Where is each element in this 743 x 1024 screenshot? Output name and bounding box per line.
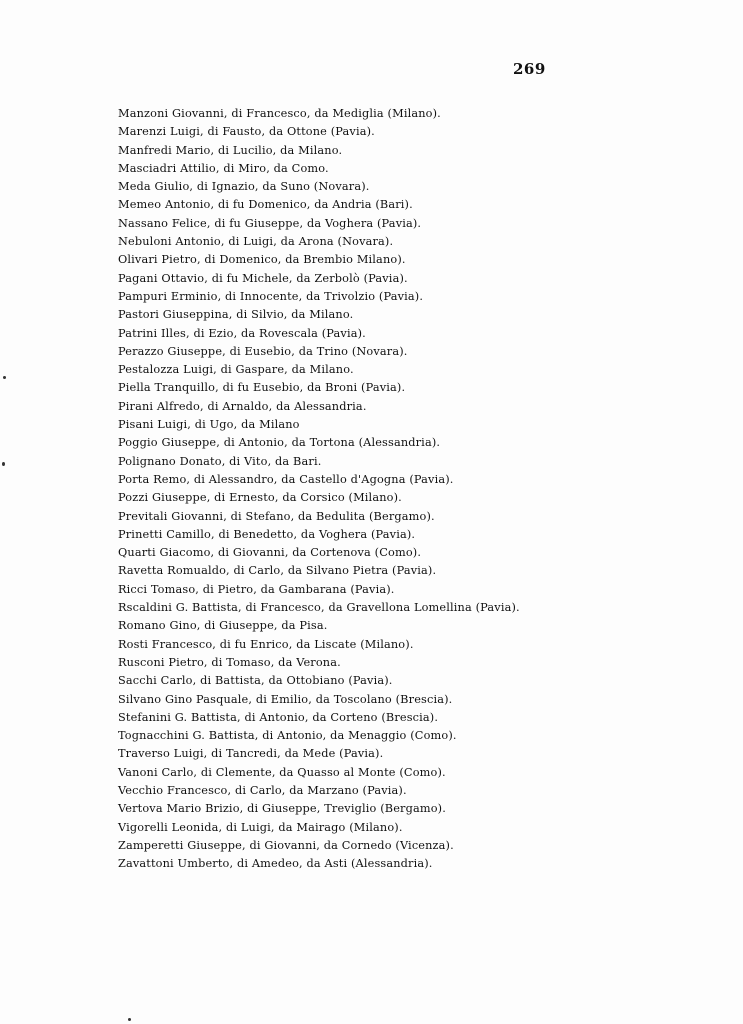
list-item: Tognacchini G. Battista, di Antonio, da Menaggio (Como).: [118, 729, 457, 743]
list-item: Meda Giulio, di Ignazio, da Suno (Novara).: [118, 180, 370, 194]
list-item: Ravetta Romualdo, di Carlo, da Silvano Pietra (Pavia).: [118, 564, 437, 578]
list-item: Rscaldini G. Battista, di Francesco, da Gravellona Lomellina (Pavia).: [118, 601, 520, 615]
list-item: Masciadri Attilio, di Miro, da Como.: [118, 161, 329, 175]
list-item: Vecchio Francesco, di Carlo, da Marzano (Pavia).: [118, 783, 407, 797]
list-item: Pirani Alfredo, di Arnaldo, da Alessandria.: [118, 399, 367, 413]
list-item: Rusconi Pietro, di Tomaso, da Verona.: [118, 655, 341, 669]
list-item: Nassano Felice, di fu Giuseppe, da Voghera (Pavia).: [118, 216, 422, 230]
list-item: Piella Tranquillo, di fu Eusebio, da Broni (Pavia).: [118, 381, 406, 395]
list-item: Silvano Gino Pasquale, di Emilio, da Toscolano (Brescia).: [118, 692, 453, 706]
list-item: Vigorelli Leonida, di Luigi, da Mairago (Milano).: [118, 820, 403, 834]
list-item: Vanoni Carlo, di Clemente, da Quasso al Monte (Como).: [118, 765, 446, 779]
list-item: Porta Remo, di Alessandro, da Castello d'Agogna (Pavia).: [118, 472, 454, 486]
list-item: Pastori Giuseppina, di Silvio, da Milano.: [118, 308, 354, 322]
list-item: Sacchi Carlo, di Battista, da Ottobiano (Pavia).: [118, 674, 393, 688]
list-item: Vertova Mario Brizio, di Giuseppe, Treviglio (Bergamo).: [118, 802, 446, 816]
list-item: Perazzo Giuseppe, di Eusebio, da Trino (Novara).: [118, 344, 408, 358]
list-item: Rosti Francesco, di fu Enrico, da Liscate (Milano).: [118, 637, 414, 651]
page-number: 269: [513, 60, 546, 78]
scan-speck: [128, 1018, 131, 1021]
list-item: Manzoni Giovanni, di Francesco, da Mediglia (Milano).: [118, 107, 441, 120]
list-item: Pisani Luigi, di Ugo, da Milano: [118, 418, 300, 432]
list-item: Traverso Luigi, di Tancredi, da Mede (Pavia).: [118, 747, 384, 761]
list-item: Stefanini G. Battista, di Antonio, da Corteno (Brescia).: [118, 710, 439, 724]
list-item: Zamperetti Giuseppe, di Giovanni, da Cornedo (Vicenza).: [118, 838, 454, 852]
list-item: Memeo Antonio, di fu Domenico, da Andria (Bari).: [118, 198, 413, 212]
list-item: Previtali Giovanni, di Stefano, da Bedulita (Bergamo).: [118, 509, 435, 523]
list-item: Quarti Giacomo, di Giovanni, da Cortenova (Como).: [118, 546, 422, 560]
list-item: Poggio Giuseppe, di Antonio, da Tortona (Alessandria).: [118, 436, 441, 450]
list-item: Ricci Tomaso, di Pietro, da Gambarana (Pavia).: [118, 582, 395, 596]
list-item: Manfredi Mario, di Lucilio, da Milano.: [118, 143, 343, 157]
list-item: Olivari Pietro, di Domenico, da Brembio Milano).: [118, 253, 406, 267]
list-item: Pestalozza Luigi, di Gaspare, da Milano.: [118, 363, 354, 377]
list-item: Prinetti Camillo, di Benedetto, da Voghera (Pavia).: [118, 527, 416, 541]
list-item: Pampuri Erminio, di Innocente, da Trivolzio (Pavia).: [118, 289, 424, 303]
list-item: Nebuloni Antonio, di Luigi, da Arona (Novara).: [118, 235, 394, 249]
list-item: Patrini Illes, di Ezio, da Rovescala (Pavia).: [118, 326, 366, 340]
list-item: Pozzi Giuseppe, di Ernesto, da Corsico (Milano).: [118, 491, 402, 505]
scan-speck: [2, 462, 5, 466]
name-list: [118, 105, 520, 873]
list-item: Marenzi Luigi, di Fausto, da Ottone (Pavia).: [118, 125, 375, 139]
list-item: Pagani Ottavio, di fu Michele, da Zerbolò (Pavia).: [118, 271, 408, 285]
list-item: Polignano Donato, di Vito, da Bari.: [118, 454, 322, 468]
list-item: Romano Gino, di Giuseppe, da Pisa.: [118, 619, 328, 633]
scan-speck: [3, 376, 6, 379]
list-item: Zavattoni Umberto, di Amedeo, da Asti (Alessandria).: [118, 857, 433, 871]
